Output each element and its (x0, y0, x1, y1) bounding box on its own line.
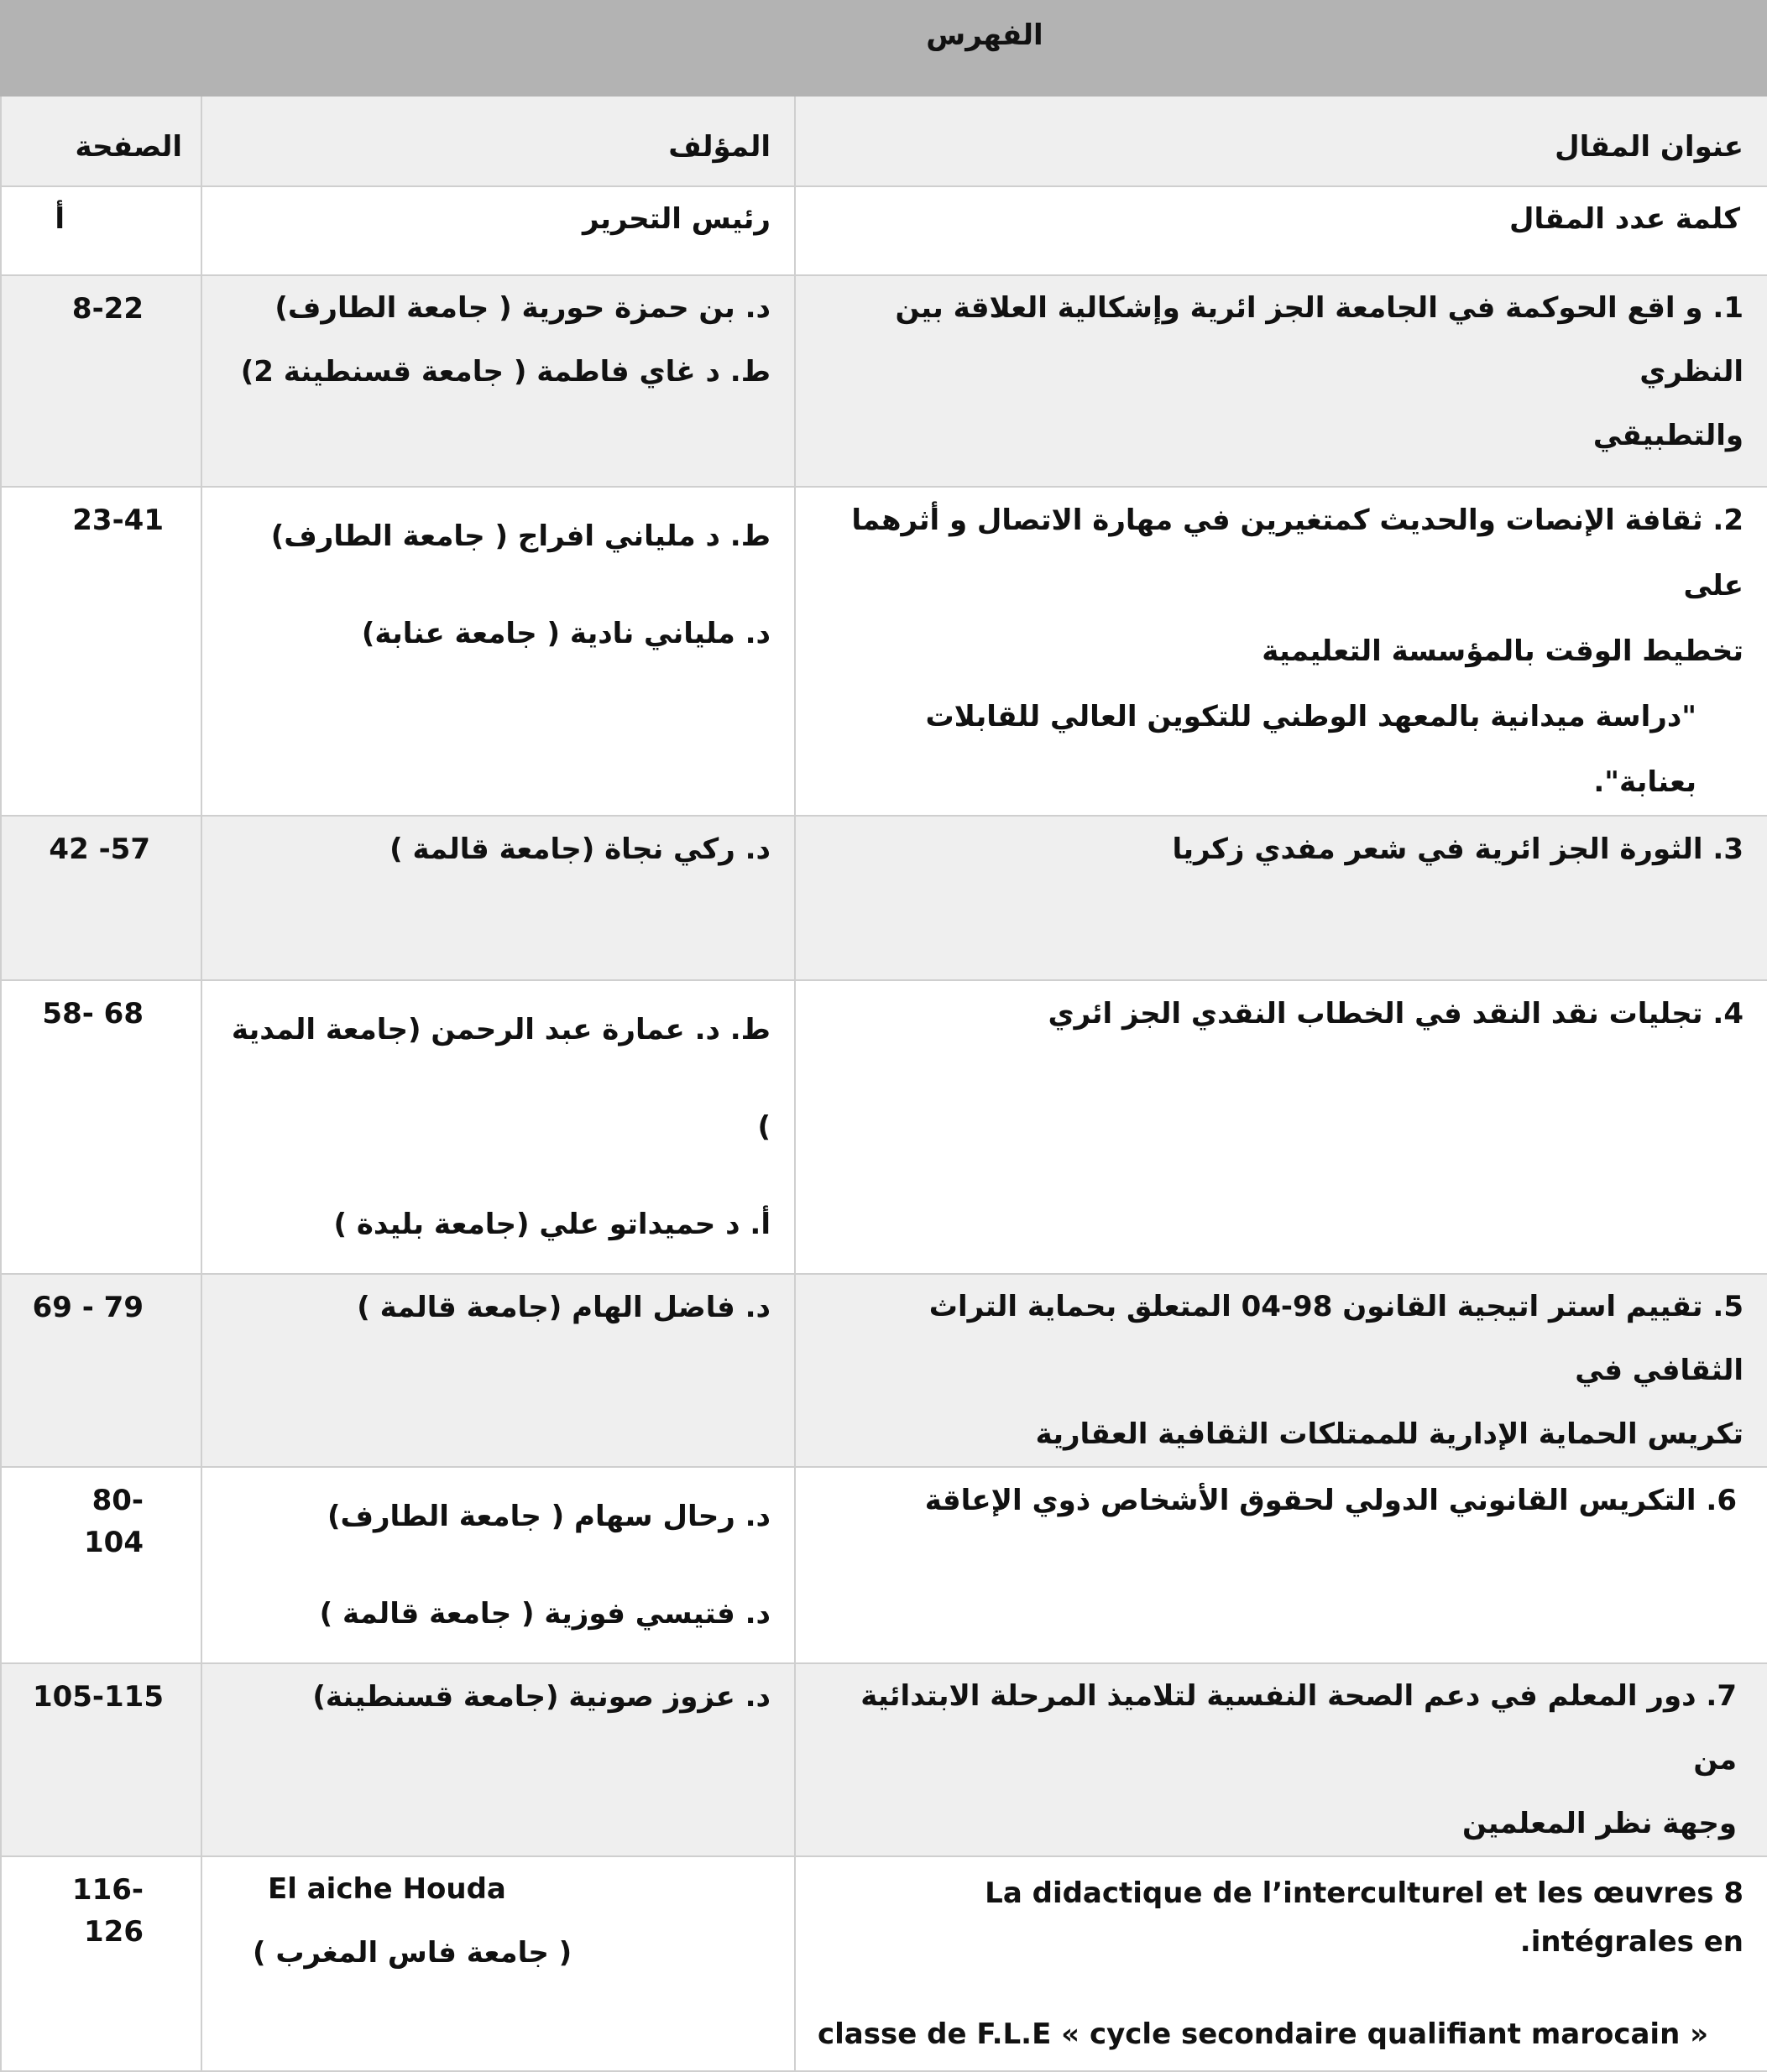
page-range: 69 - 79 (32, 1291, 144, 1324)
article-subtitle: "دراسة ميدانية بالمعهد الوطني للتكوين العالي للقابلات بعنابة". (925, 700, 1696, 799)
page-range: 80- 104 (84, 1484, 144, 1559)
author-name: د. رحال سهام ( جامعة الطارف) (327, 1500, 771, 1533)
author-name: د. فاضل الهام (جامعة قالمة ) (357, 1291, 771, 1324)
article-title: 6. التكريس القانوني الدولي لحقوق الأشخاص ذوي الإعاقة (924, 1484, 1737, 1517)
header-corner-cell (1, 1, 201, 96)
table-row (1, 1467, 1767, 1663)
page-range: 8-22 (71, 292, 144, 326)
column-header-author: المؤلف (668, 130, 771, 164)
page-range: أ (55, 202, 65, 236)
author-name: د. عزوز صونية (جامعة قسنطينة) (312, 1680, 771, 1714)
header-title-cell (201, 1, 1767, 96)
table-row (1, 275, 1767, 487)
table-row (1, 186, 1767, 275)
page-range: 116- 126 (71, 1873, 144, 1949)
table-row (1, 487, 1767, 816)
column-header-row (1, 96, 1767, 186)
article-title-continued: classe de F.L.E « cycle secondaire qualifiant marocain » (818, 2017, 1709, 2051)
article-title: 4. تجليات نقد النقد في الخطاب النقدي الجز ائري (1048, 997, 1743, 1031)
author-name: د. فتيسي فوزية ( جامعة قالمة ) (319, 1597, 771, 1631)
author-name: د. ملياني نادية ( جامعة عنابة) (361, 617, 771, 650)
author-name: El aiche Houda (268, 1872, 506, 1906)
author-name: أ. د حميداتو علي (جامعة بليدة ) (333, 1208, 771, 1241)
page-range: 58- 68 (42, 997, 144, 1031)
author-name: رئيس التحرير (583, 202, 771, 236)
table-row (1, 816, 1767, 980)
author-name: د. ركي نجاة (جامعة قالمة ) (389, 832, 771, 866)
header-row (1, 1, 1767, 96)
page-range: 105-115 (32, 1680, 164, 1714)
author-name: ط. د غاي فاطمة ( جامعة قسنطينة 2) (240, 355, 771, 389)
page-title: الفهرس (926, 18, 1043, 52)
article-title: 2. ثقافة الإنصات والحديث كمتغيرين في مهارة الاتصال و أثرهما على (851, 504, 1743, 603)
column-header-page: الصفحة (75, 130, 182, 164)
page-range: 42 -57 (49, 832, 150, 866)
table-row (1, 1274, 1767, 1467)
article-title: 7. دور المعلم في دعم الصحة النفسية لتلاميذ المرحلة الابتدائية من (860, 1679, 1737, 1777)
article-title-continued: تكريس الحماية الإدارية للممتلكات الثقافية العقارية (1035, 1417, 1743, 1451)
table-row (1, 1856, 1767, 2071)
article-title-continued: وجهة نظر المعلمين (1462, 1807, 1737, 1840)
column-header-title: عنوان المقال (1555, 130, 1743, 164)
article-title: 1. و اقع الحوكمة في الجامعة الجز ائرية وإشكالية العلاقة بين النظري (895, 291, 1743, 389)
page-range: 23-41 (72, 504, 164, 537)
article-title-continued: تخطيط الوقت بالمؤسسة التعليمية (1262, 634, 1743, 668)
article-title: كلمة عدد المقال (1508, 202, 1740, 236)
article-title: 5. تقييم استر اتيجية القانون 98-04 المتعلق بحماية التراث الثقافي في (928, 1290, 1743, 1387)
table-row (1, 1663, 1767, 1856)
author-affiliation: ( جامعة فاس المغرب ) (253, 1936, 572, 1970)
article-title-continued: والتطبيقي (1592, 419, 1743, 452)
article-title: 8 La didactique de l’interculturel et les œuvres intégrales en. (985, 1876, 1743, 1959)
author-name: ط. د. عمارة عبد الرحمن (جامعة المدية ) (231, 1013, 771, 1144)
author-name: د. بن حمزة حورية ( جامعة الطارف) (274, 291, 771, 325)
article-title: 3. الثورة الجز ائرية في شعر مفدي زكريا (1172, 832, 1743, 866)
author-name: ط. د ملياني افراج ( جامعة الطارف) (270, 519, 771, 553)
table-row (1, 980, 1767, 1274)
